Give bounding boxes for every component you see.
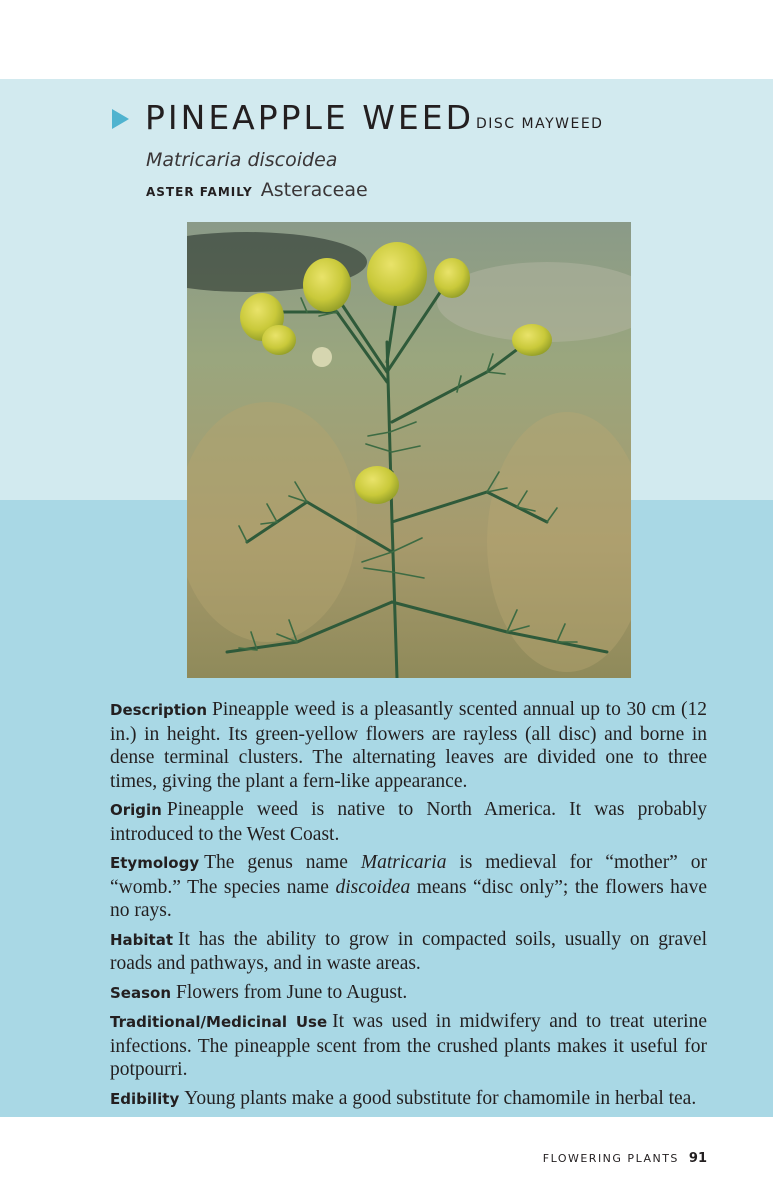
edibility-paragraph: [110, 1087, 707, 1112]
description-label: Description: [110, 701, 208, 719]
etymology-paragraph: [110, 851, 707, 923]
traditional-use-text: It was used in midwifery and to treat uterine infections. The pineapple scent from the crushed plants makes it useful for potpourri.: [110, 1011, 707, 1080]
season-paragraph: [110, 981, 707, 1006]
origin-label: Origin: [110, 801, 162, 819]
page-number: 91: [688, 1151, 707, 1166]
origin-paragraph: [110, 798, 707, 846]
traditional-use-paragraph: [110, 1010, 707, 1082]
etymology-text-1: The genus name: [204, 852, 361, 873]
season-label: Season: [110, 983, 172, 1002]
etymology-genus-italic: Matricaria: [360, 852, 447, 873]
habitat-paragraph: [110, 928, 707, 976]
habitat-label: Habitat: [110, 930, 174, 949]
alternate-name: DISC MAYWEED: [476, 116, 604, 132]
footer-section-name: FLOWERING PLANTS: [542, 1152, 679, 1165]
plant-photo: [187, 222, 631, 678]
etymology-text-3: means “disc only”; the flowers have no rays.: [110, 876, 707, 921]
family-label: ASTER FAMILY: [146, 185, 253, 199]
family-name: Asteraceae: [260, 179, 368, 201]
habitat-text: It has the ability to grow in compacted soils, usually on gravel roads and pathways, and in waste areas.: [110, 928, 707, 974]
edibility-label: Edibility: [110, 1089, 180, 1108]
origin-text: Pineapple weed is native to North America. It was probably introduced to the West Coast.: [110, 799, 707, 845]
traditional-use-label: Traditional/Medicinal Use: [110, 1013, 328, 1031]
etymology-text-2: is medieval for “mother” or “womb.” The species name: [110, 852, 707, 898]
edibility-text: Young plants make a good substitute for chamomile in herbal tea.: [184, 1087, 697, 1109]
scientific-name: Matricaria discoidea: [146, 149, 338, 171]
page-footer: [543, 1149, 707, 1167]
family-row: [146, 179, 368, 201]
description-text: Pineapple weed is a pleasantly scented annual up to 30 cm (12 in.) in height. Its green-yellow flowers are rayless (all disc) and borne in dense terminal clusters. The alternating leaves are divided one to three times, giving the plant a fern-like appearance.: [110, 699, 707, 792]
etymology-species-italic: discoidea: [335, 876, 411, 898]
entry-body: [110, 698, 707, 1116]
page-title: PINEAPPLE WEED: [145, 98, 475, 137]
etymology-label: Etymology: [110, 854, 200, 872]
season-text: Flowers from June to August.: [176, 981, 408, 1003]
description-paragraph: [110, 698, 707, 793]
triangle-marker-icon: [112, 109, 129, 129]
